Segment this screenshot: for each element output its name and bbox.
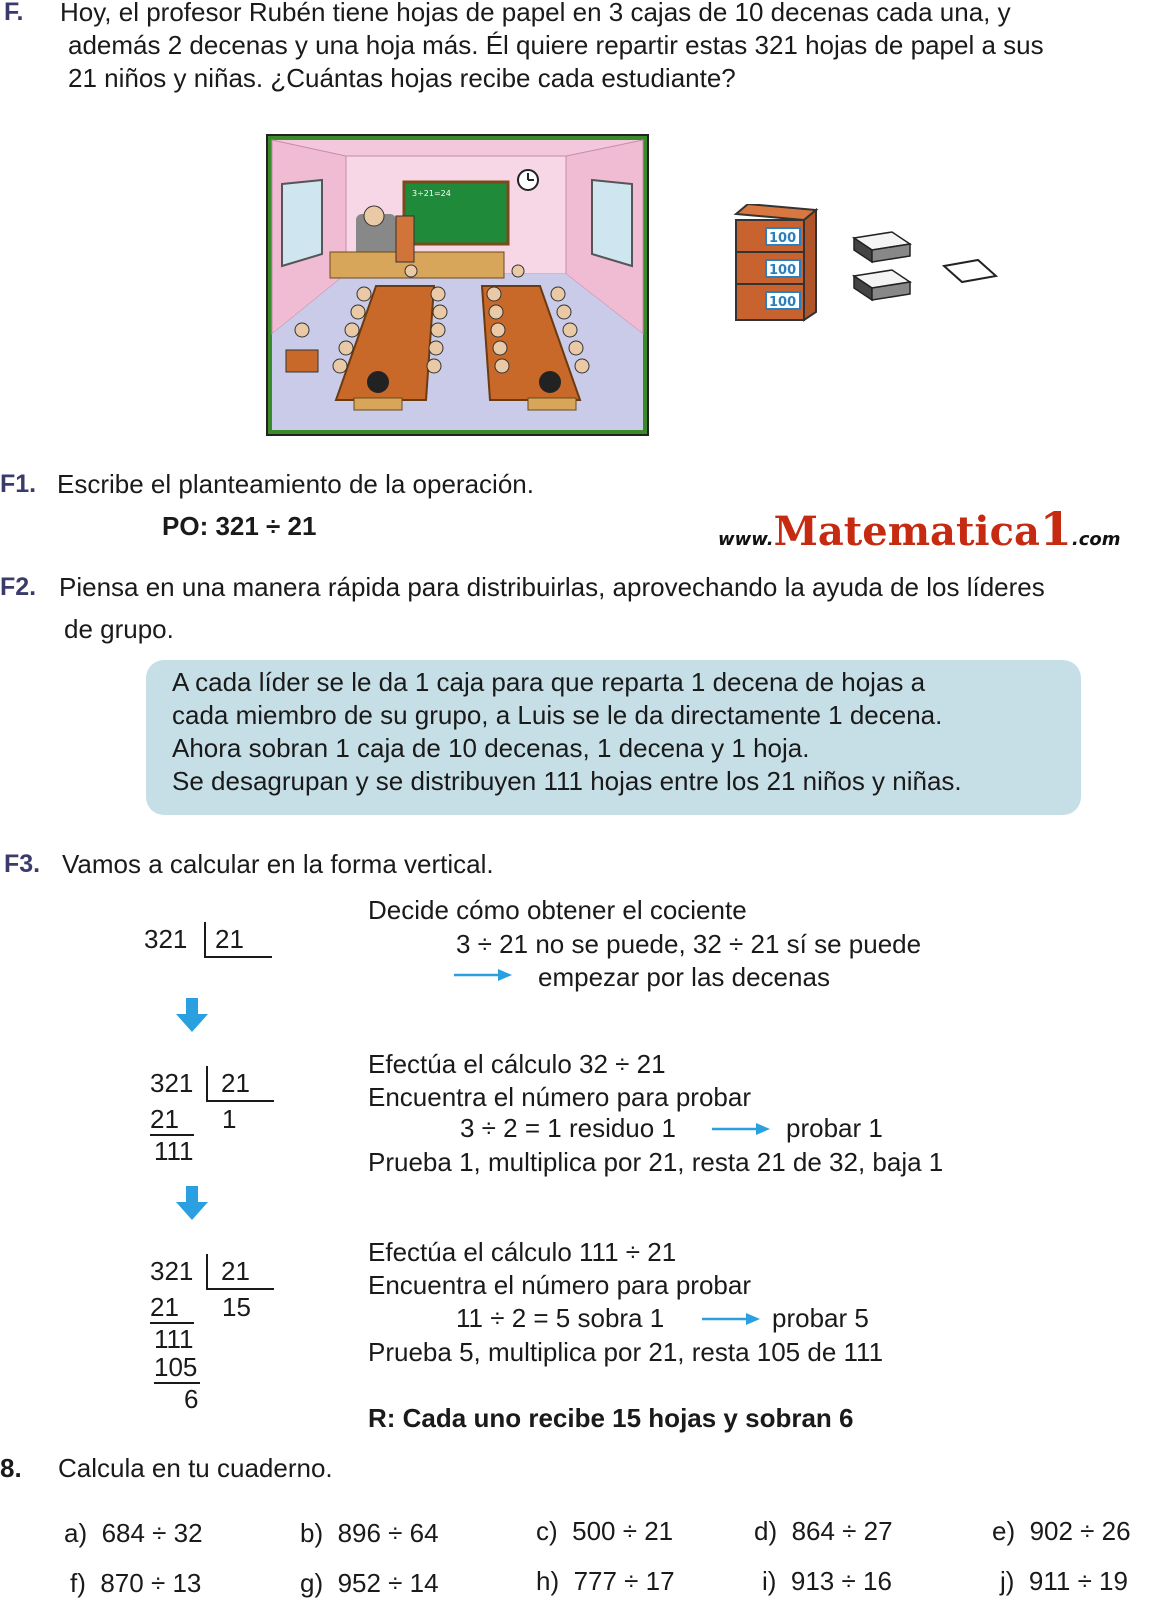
- f2-line-2: de grupo.: [64, 614, 174, 644]
- box-line-4: Se desagrupan y se distribuyen 111 hojas entre los 21 niños y niñas.: [172, 766, 962, 796]
- problem-line-3: 21 niños y niñas. ¿Cuántas hojas recibe cada estudiante?: [68, 63, 736, 93]
- step2-line-3b: probar 1: [786, 1113, 883, 1143]
- step1-bracket-horizontal: [204, 956, 272, 958]
- paper-bundles-icon: [852, 230, 916, 304]
- step3-subtrahend: 21: [150, 1292, 179, 1322]
- answer: R: Cada uno recibe 15 hojas y sobran 6: [368, 1403, 854, 1433]
- step2-line-2: Encuentra el número para probar: [368, 1082, 752, 1112]
- svg-text:100: 100: [769, 231, 797, 246]
- step2-divisor: 21: [221, 1068, 250, 1098]
- step1-line-2: 3 ÷ 21 no se puede, 32 ÷ 21 sí se puede: [456, 929, 922, 959]
- exercise-j: j) 911 ÷ 19: [1000, 1566, 1128, 1596]
- step3-remainder: 111: [154, 1324, 194, 1354]
- step1-divisor: 21: [215, 924, 244, 954]
- step2-dividend: 321: [150, 1068, 194, 1098]
- ex8-text: Calcula en tu cuaderno.: [58, 1453, 333, 1483]
- exercise-a: a) 684 ÷ 32: [64, 1518, 203, 1548]
- f1-label: F1.: [0, 470, 37, 498]
- step2-remainder: 111: [154, 1136, 194, 1166]
- step3-subtrahend-2: 105: [154, 1352, 198, 1382]
- exercise-e: e) 902 ÷ 26: [992, 1516, 1131, 1546]
- classroom-illustration: [266, 134, 649, 436]
- f2-explanation-box: [146, 660, 1081, 815]
- step3-line-3a: 11 ÷ 2 = 5 sobra 1: [456, 1303, 665, 1333]
- arrow-right-icon: [712, 1122, 772, 1136]
- step3-divisor: 21: [221, 1256, 250, 1286]
- step1-line-1: Decide cómo obtener el cociente: [368, 895, 747, 925]
- step3-bracket-vertical: [206, 1254, 208, 1290]
- step2-line-4: Prueba 1, multiplica por 21, resta 21 de 32, baja 1: [368, 1147, 944, 1177]
- step3-quotient: 15: [222, 1292, 251, 1322]
- exercise-c: c) 500 ÷ 21: [536, 1516, 674, 1546]
- problem-line-2: además 2 decenas y una hoja más. Él quiere repartir estas 321 hojas de papel a sus: [68, 30, 1044, 60]
- step2-bracket-vertical: [206, 1066, 208, 1102]
- f2-line-1: Piensa en una manera rápida para distribuirlas, aprovechando la ayuda de los líderes: [59, 572, 1045, 602]
- f2-label: F2.: [0, 573, 37, 601]
- box-line-3: Ahora sobran 1 caja de 10 decenas, 1 decena y 1 hoja.: [172, 733, 810, 763]
- step3-line-4: Prueba 5, multiplica por 21, resta 105 de 111: [368, 1337, 884, 1367]
- step3-line-2: Encuentra el número para probar: [368, 1270, 752, 1300]
- arrow-down-icon: [176, 1186, 208, 1222]
- exercise-h: h) 777 ÷ 17: [536, 1566, 675, 1596]
- step3-final-remainder: 6: [184, 1384, 199, 1414]
- f3-label: F3.: [4, 850, 41, 878]
- box-line-2: cada miembro de su grupo, a Luis se le da directamente 1 decena.: [172, 700, 943, 730]
- step3-dividend: 321: [150, 1256, 194, 1286]
- exercise-d: d) 864 ÷ 27: [754, 1516, 893, 1546]
- site-logo: www.Matematica1.com: [718, 502, 1121, 556]
- exercise-f: f) 870 ÷ 13: [70, 1568, 202, 1598]
- f3-text: Vamos a calcular en la forma vertical.: [62, 849, 494, 879]
- problem-label: F.: [4, 0, 24, 26]
- svg-text:100: 100: [769, 295, 797, 310]
- f1-po: PO: 321 ÷ 21: [162, 511, 317, 541]
- ex8-label: 8.: [0, 1453, 22, 1483]
- step1-line-3: empezar por las decenas: [538, 962, 830, 992]
- step1-dividend: 321: [144, 924, 188, 954]
- exercise-g: g) 952 ÷ 14: [300, 1568, 439, 1598]
- problem-line-1: Hoy, el profesor Rubén tiene hojas de papel en 3 cajas de 10 decenas cada una, y: [60, 0, 1011, 27]
- paper-boxes-icon: [732, 204, 822, 324]
- step2-bracket-horizontal: [206, 1100, 274, 1102]
- single-sheet-icon: [942, 258, 998, 284]
- svg-text:100: 100: [769, 263, 797, 278]
- exercise-i: i) 913 ÷ 16: [762, 1566, 892, 1596]
- step3-bracket-horizontal: [206, 1288, 274, 1290]
- arrow-right-icon: [454, 968, 514, 982]
- exercise-b: b) 896 ÷ 64: [300, 1518, 439, 1548]
- step1-bracket-vertical: [204, 922, 206, 958]
- arrow-down-icon: [176, 998, 208, 1034]
- box-line-1: A cada líder se le da 1 caja para que reparta 1 decena de hojas a: [172, 667, 926, 697]
- arrow-right-icon: [702, 1312, 762, 1326]
- step3-line-1: Efectúa el cálculo 111 ÷ 21: [368, 1237, 677, 1267]
- step2-line-3a: 3 ÷ 2 = 1 residuo 1: [460, 1113, 676, 1143]
- step2-subtrahend: 21: [150, 1104, 179, 1134]
- step2-line-1: Efectúa el cálculo 32 ÷ 21: [368, 1049, 666, 1079]
- step3-line-3b: probar 5: [772, 1303, 869, 1333]
- board-text: 3÷21=24: [412, 189, 451, 198]
- step2-quotient: 1: [222, 1104, 237, 1134]
- f1-text: Escribe el planteamiento de la operación.: [57, 469, 534, 499]
